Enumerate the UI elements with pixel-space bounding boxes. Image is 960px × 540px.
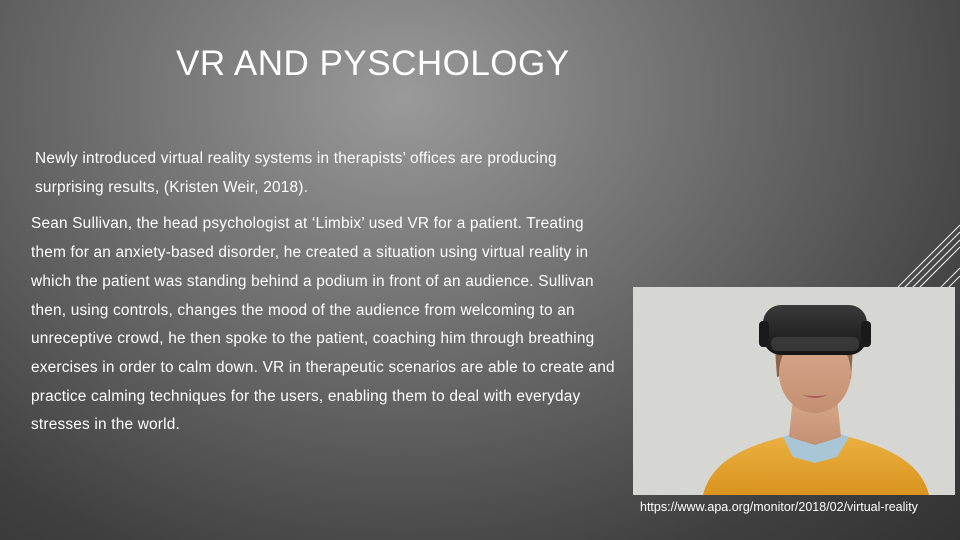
paragraph-intro: Newly introduced virtual reality systems in therapists’ offices are producing surprising results, (Kristen Weir, 2018). xyxy=(35,150,557,196)
woman-wearing-vr-headset-photo xyxy=(633,287,955,495)
slide-title: VR AND PYSCHOLOGY xyxy=(176,44,570,83)
image-source-caption: https://www.apa.org/monitor/2018/02/virtual-reality xyxy=(640,500,918,514)
paragraph-sullivan: Sean Sullivan, the head psychologist at ‘Limbix’ used VR for a patient. Treating them for an anxiety-based disorder, he created a situation using virtual reality in which the patient was standing behind a podium in front of an audience. Sullivan then, using controls, changes the mood of the audience from welcoming to an unreceptive crowd, he then spoke to the patient, coaching him through breathing exercises in order to calm down. VR in therapeutic scenarios are able to create and practice calming techniques for the users, enabling them to deal with everyday stresses in the world. xyxy=(31,215,615,434)
slide-body xyxy=(31,145,621,440)
